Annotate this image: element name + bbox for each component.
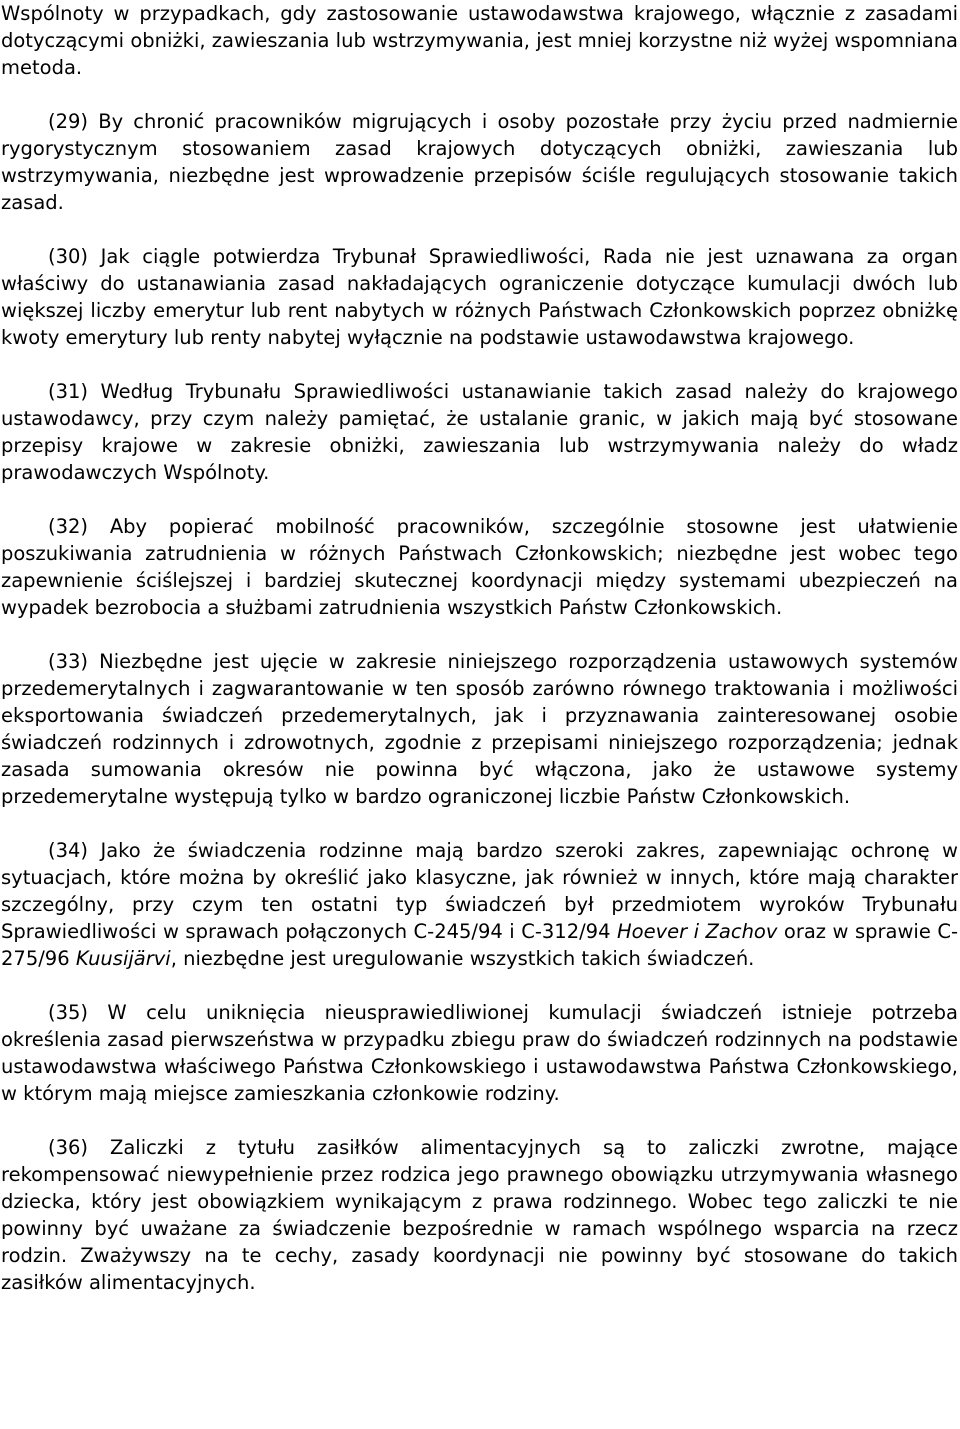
paragraph-gap xyxy=(1,81,958,108)
paragraph-gap xyxy=(1,972,958,999)
paragraph-34-text-b: oraz w sprawie C-275/96 xyxy=(1,920,958,970)
paragraph-gap xyxy=(1,486,958,513)
case-name-hoever-zachov: Hoever i Zachov xyxy=(616,920,778,943)
paragraph-gap xyxy=(1,621,958,648)
paragraph-36: (36) Zaliczki z tytułu zasiłków alimentacyjnych są to zaliczki zwrotne, mające rekompensować niewypełnienie przez rodzica jego prawnego obowiązku utrzymywania własnego dziecka, który jest obowiązkiem wynikającym z prawa rodzinnego. Wobec tego zaliczki te nie powinny być uważane za świadczenie bezpośrednie w ramach wspólnego wsparcia na rzecz rodzin. Zważywszy na te cechy, zasady koordynacji nie powinny być stosowane do takich zasiłków alimentacyjnych. xyxy=(1,1136,958,1294)
paragraph-33: (33) Niezbędne jest ujęcie w zakresie niniejszego rozporządzenia ustawowych systemów przedemerytalnych i zagwarantowanie w ten sposób zarówno równego traktowania i możliwości eksportowania świadczeń przedemerytalnych, jak i przyznawania zainteresowanej osobie świadczeń rodzinnych i zdrowotnych, zgodnie z przepisami niniejszego rozporządzenia; jednak zasada sumowania okresów nie powinna być włączona, jako że ustawowe systemy przedemerytalne występują tylko w bardzo ograniczonej liczbie Państw Członkowskich. xyxy=(1,650,958,808)
paragraph-32: (32) Aby popierać mobilność pracowników, szczególnie stosowne jest ułatwienie poszukiwania zatrudnienia w różnych Państwach Członkowskich; niezbędne jest wobec tego zapewnienie ściślejszej i bardziej skutecznej koordynacji między systemami ubezpieczeń na wypadek bezrobocia a służbami zatrudnienia wszystkich Państw Członkowskich. xyxy=(1,515,958,619)
paragraph-gap xyxy=(1,1107,958,1134)
paragraph-34-text-c: , niezbędne jest uregulowanie wszystkich takich świadczeń. xyxy=(170,947,755,970)
paragraph-29: (29) By chronić pracowników migrujących i osoby pozostałe przy życiu przed nadmiernie rygorystycznym stosowaniem zasad krajowych dotyczących obniżki, zawieszania lub wstrzymywania, niezbędne jest wprowadzenie przepisów ściśle regulujących stosowanie takich zasad. xyxy=(1,110,958,214)
paragraph-34 xyxy=(1,837,958,972)
paragraph-continuation: Wspólnoty w przypadkach, gdy zastosowanie ustawodawstwa krajowego, włącznie z zasadami dotyczącymi obniżki, zawieszania lub wstrzymywania, jest mniej korzystne niż wyżej wspomniana metoda. xyxy=(1,2,958,79)
paragraph-gap xyxy=(1,351,958,378)
paragraph-34-text-a: (34) Jako że świadczenia rodzinne mają bardzo szeroki zakres, zapewniając ochronę w sytuacjach, które można by określić jako klasyczne, jak również w innych, które mają charakter szczególny, przy czym ten ostatni typ świadczeń był przedmiotem wyroków Trybunału Sprawiedliwości w sprawach połączonych C-245/94 i C-312/94 xyxy=(1,839,958,943)
paragraph-gap xyxy=(1,810,958,837)
case-name-kuusijarvi: Kuusijärvi xyxy=(75,947,171,970)
paragraph-31: (31) Według Trybunału Sprawiedliwości ustanawianie takich zasad należy do krajowego ustawodawcy, przy czym należy pamiętać, że ustalanie granic, w jakich mają być stosowane przepisy krajowe w zakresie obniżki, zawieszania lub wstrzymywania należy do władz prawodawczych Wspólnoty. xyxy=(1,380,958,484)
paragraph-gap xyxy=(1,216,958,243)
document-page xyxy=(1,0,958,1296)
paragraph-30: (30) Jak ciągle potwierdza Trybunał Sprawiedliwości, Rada nie jest uznawana za organ właściwy do ustanawiania zasad nakładających ograniczenie dotyczące kumulacji dwóch lub większej liczby emerytur lub rent nabytych w różnych Państwach Członkowskich poprzez obniżkę kwoty emerytury lub renty nabytej wyłącznie na podstawie ustawodawstwa krajowego. xyxy=(1,245,958,349)
paragraph-35: (35) W celu uniknięcia nieusprawiedliwionej kumulacji świadczeń istnieje potrzeba określenia zasad pierwszeństwa w przypadku zbiegu praw do świadczeń rodzinnych na podstawie ustawodawstwa właściwego Państwa Członkowskiego i ustawodawstwa Państwa Członkowskiego, w którym mają miejsce zamieszkania członkowie rodziny. xyxy=(1,1001,958,1105)
